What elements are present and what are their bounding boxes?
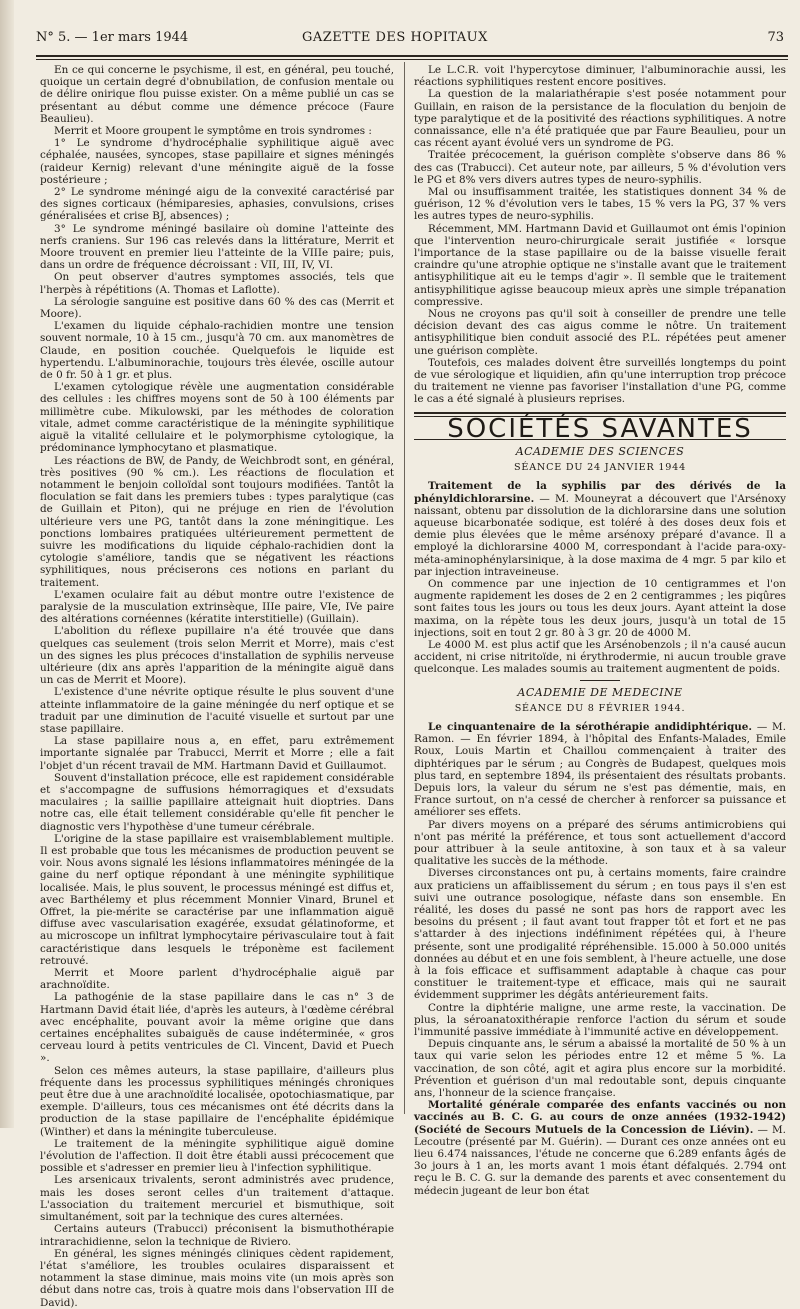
entry-title: Le cinquantenaire de la sérothérapie andidiphtérique.	[428, 720, 753, 733]
paragraph: L'origine de la stase papillaire est vraisemblablement multiple. Il est probable que tous les mécanismes de production peuvent se voir. Nous avons signalé les lésions inflammatoires méningée de la gaine du nerf optique répondant à une méningite syphilitique localisée. Mais, le plus souvent, le processus méningé est diffus et, avec Barthélemy et plus récemment Monnier Vinard, Brunel et Offret, la pie-mérite se caractérise par une inflammation aiguë diffuse avec vascularisation exagérée, exsudat gélatinoforme, et au microscope un infiltrat lymphocytaire périvasculaire tout à fait caractéristique dans lesquels le tréponème est facilement retrouvé.	[40, 832, 394, 967]
paragraph: 3° Le syndrome méningé basilaire où domine l'atteinte des nerfs craniens. Sur 196 cas relevés dans la littérature, Merrit et Moore trouvent en premier lieu l'atteinte de la VIIIe paire; puis, dans un ordre de fréquence décroissant : VII, III, IV, VI.	[40, 222, 394, 272]
paragraph: Les arsenicaux trivalents, seront administrés avec prudence, mais les doses seront celles d'un traitement d'attaque. L'association du traitement mercuriel et bismuthique, soit simultanément, soit par la technique des cures alternées.	[40, 1174, 394, 1224]
paragraph: La pathogénie de la stase papillaire dans le cas n° 3 de Hartmann David était liée, d'après les auteurs, à l'œdème cérébral avec encéphalite, pouvant avoir la même origine que dans certaines encéphalites subaiguës de cause indéterminée, « gros cerveau lourd à petits ventricules de Cl. Vincent, David et Puech ».	[40, 991, 394, 1065]
paragraph	[414, 480, 786, 578]
paragraph: L'examen du liquide céphalo-rachidien montre une tension souvent normale, 10 à 15 cm., jusqu'à 70 cm. aux manomètres de Claude, en position couchée. Quelquefois le liquide est hypertendu. L'albuminorachie, toujours très élevée, oscille autour de 0 fr. 50 à 1 gr. et plus.	[40, 320, 394, 382]
paragraph: Le L.C.R. voit l'hypercytose diminuer, l'albuminorachie aussi, les réactions syphilitiques restent encore positives.	[414, 64, 786, 89]
paragraph: 2° Le syndrome méningé aigu de la convexité caractérisé par des signes corticaux (hémiparesies, aphasies, convulsions, crises généralisées et crise BJ, absences) ;	[40, 186, 394, 223]
right-column	[414, 64, 786, 1197]
paragraph: Le 4000 M. est plus actif que les Arsénobenzols ; il n'a causé aucun accident, ni crise nitritoïde, ni érythrodermie, ni aucun trouble grave quelconque. Les malades soumis au traitement augmentent de poids.	[414, 638, 786, 676]
paragraph: Nous ne croyons pas qu'il soit à conseiller de prendre une telle décision devant des cas aigus comme le nôtre. Un traitement antisyphilitique bien conduit associé des P.L. répétées peut amener une guérison complète.	[414, 308, 786, 357]
paragraph: La stase papillaire nous a, en effet, paru extrêmement importante signalée par Trabucci, Merrit et Morre ; elle a fait l'objet d'un récent travail de MM. Hartmann David et Guillaumot.	[40, 735, 394, 772]
paragraph: Souvent d'installation précoce, elle est rapidement considérable et s'accompagne de suffusions hémorragiques et d'exsudats maculaires ; la saillie papillaire atteignait huit dioptries. Dans notre cas, elle était tellement considérable qu'elle fit pencher le diagnostic vers l'hypothèse d'une tumeur cérébrale.	[40, 771, 394, 833]
paragraph: En général, les signes méningés cliniques cèdent rapidement, l'état s'améliore, les troubles oculaires disparaissent et notamment la stase diminue, mais moins vite (un mois après son début dans notre cas, trois à quatre mois dans l'observation III de David).	[40, 1247, 394, 1309]
header-rule-thin	[36, 59, 788, 60]
session-date: SÉANCE DU 24 JANVIER 1944	[514, 462, 686, 474]
paragraph: L'examen oculaire fait au début montre outre l'existence de paralysie de la musculation extrinsèque, IIIe paire, VIe, IVe paire des altérations cornéennes (kératite interstitielle) (Guillain).	[40, 588, 394, 626]
paragraph: Merrit et Moore parlent d'hydrocéphalie aiguë par arachnoïdite.	[40, 967, 394, 992]
paragraph: En ce qui concerne le psychisme, il est, en général, peu touché, quoique un certain degré d'obnubilation, de confusion mentale ou de délire onirique flou puisse exister. On a même publié un cas se présentant au début comme une démence précoce (Faure Beaulieu).	[40, 64, 394, 125]
entry-title: Mortalité générale comparée des enfants vaccinés ou non vaccinés au B. C. G. au cours de onze années (1932-1942) (Société de Secours Mutuels de la Concession de Liévin).	[414, 1099, 786, 1136]
session-date: SÉANCE DU 8 FÉVRIER 1944.	[514, 702, 686, 714]
page-header	[30, 28, 788, 52]
entry-text: — M. Lecoutre (présenté par M. Guérin). — Durant ces onze années ont eu lieu 6.474 naissances, l'étude ne concerne que 6.289 enfants âgés de 3o jours à 1 an, les morts avant 1 mois étant défalqués. 2.794 ont reçu le B. C. G. sur la demande des parents et avec consentement du médecin jugeant de leur bon état	[414, 1123, 786, 1197]
header-rule	[36, 55, 788, 57]
paragraph: Mal ou insuffisamment traitée, les statistiques donnent 34 % de guérison, 12 % d'évolution vers le tabes, 15 % vers la PG, 37 % vers les autres types de neuro-syphilis.	[414, 186, 786, 223]
column-divider	[404, 62, 405, 1114]
paragraph: Contre la diphtérie maligne, une arme reste, la vaccination. De plus, la séroanatoxithérapie renforce l'action du sérum et soude l'immunité passive immédiate à l'immunité active en développement.	[414, 1001, 786, 1039]
paragraph: 1° Le syndrome d'hydrocéphalie syphilitique aiguë avec céphalée, nausées, syncopes, stase papillaire et signes méningés (raideur Kernig) relevant d'une méningite aiguë de la fosse postérieure ;	[40, 137, 394, 186]
page-number: 73	[767, 30, 784, 45]
entry-text: — M. Mouneyrat a découvert que l'Arsénoxy naissant, obtenu par dissolution de la dichlorarsine dans une solution aqueuse bicarbonatée sodique, est toléré à des doses deux fois et demie plus élevées que le même arsénoxy préparé d'avance. Il a employé la dichlorarsine 4000 M, correspondant à l'acide para-oxy-méta-aminophénylarsinique, à la dose maxima de 4 mgr. 5 par kilo et par injection intraveineuse.	[414, 492, 786, 578]
journal-title: GAZETTE DES HOPITAUX	[302, 30, 488, 45]
paragraph: Traitée précocement, la guérison complète s'observe dans 86 % des cas (Trabucci). Cet auteur note, par ailleurs, 5 % d'évolution vers le PG et 8% vers divers autres types de neuro-syphilis.	[414, 149, 786, 186]
paragraph: Le traitement de la méningite syphilitique aiguë domine l'évolution de l'affection. Il doit être établi aussi précocement que possible et s'adresser en premier lieu à l'infection syphilitique.	[40, 1137, 394, 1175]
separator	[580, 680, 620, 681]
paragraph	[414, 1099, 786, 1197]
paragraph: L'existence d'une névrite optique résulte le plus souvent d'une atteinte inflammatoire de la gaine méningée du nerf optique et se traduit par une diminution de l'acuité visuelle et surtout par une stase papillaire.	[40, 686, 394, 735]
paragraph: Les réactions de BW, de Pandy, de Weichbrodt sont, en général, très positives (90 % cm.). Les réactions de floculation et notamment le benjoin colloïdal sont toujours modifiées. Tantôt la floculation se fait dans les premiers tubes : types paralytique (cas de Guillain et Piton), qui ne préjuge en rien de l'évolution ultérieure vers une PG, tantôt dans la zone méningitique. Les ponctions lombaires pratiquées ultérieurement permettent de suivre les modifications du liquide céphalo-rachidien dont la cytologie s'améliore, tandis que se négativent les réactions syphilitiques, nous préciserons ces notions en parlant du traitement.	[40, 454, 394, 589]
entry-title: Traitement de la syphilis par des dérivés de la phényldichlorarsine.	[414, 480, 786, 505]
paragraph: Toutefois, ces malades doivent être surveillés longtemps du point de vue sérologique et liquidien, afin qu'une interruption trop précoce du traitement ne vienne pas favoriser l'installation d'une PG, comme le cas a été signalé à plusieurs reprises.	[414, 356, 786, 406]
paragraph	[414, 721, 786, 819]
left-column	[40, 64, 394, 1309]
paragraph: Merrit et Moore groupent le symptôme en trois syndromes :	[54, 125, 372, 138]
paragraph: On peut observer d'autres symptomes associés, tels que l'herpès à répétitions (A. Thomas et Laflotte).	[40, 271, 394, 296]
paragraph: L'examen cytologique révèle une augmentation considérable des cellules : les chiffres moyens sont de 50 à 100 éléments par millimètre cube. Mikulowski, par les méthodes de coloration vitale, admet comme caractéristique de la méningite syphilitique aiguë la vitalité cellulaire et le polymorphisme cytologique, la prédominance lymphocytano et plasmatique.	[40, 381, 394, 455]
entry-text: — M. Ramon. — En février 1894, à l'hôpital des Enfants-Malades, Emile Roux, Louis Martin et Chaillou commençaient à traiter des diphtériques par le sérum ; au Congrès de Budapest, quelques mois plus tard, en septembre 1894, ils présentaient des résultats probants. Depuis lors, la valeur du sérum ne s'est pas démentie, mais, en France surtout, on n'a cessé de chercher à renforcer sa puissance et améliorer ses effets.	[414, 720, 786, 819]
academy-medecine-title: ACADEMIE DE MEDECINE	[517, 685, 683, 699]
paragraph: La sérologie sanguine est positive dans 60 % des cas (Merrit et Moore).	[40, 295, 394, 321]
paragraph: L'abolition du réflexe pupillaire n'a été trouvée que dans quelques cas seulement (trois selon Merrit et Morre), mais c'est un des signes les plus précoces d'installation de syphilis nerveuse ultérieure (dix ans après l'apparition de la méningite aiguë dans un cas de Merrit et Moore).	[40, 625, 394, 687]
paragraph: On commence par une injection de 10 centigrammes et l'on augmente rapidement les doses de 2 en 2 centigrammes ; les piqûres sont faites tous les jours ou tous les deux jours. Ayant atteint la dose maxima, on la répète tous les deux jours, jusqu'à un total de 15 injections, soit en tout 2 gr. 80 à 3 gr. 20 de 4000 M.	[414, 577, 786, 639]
page-edge	[0, 0, 14, 1128]
academy-sciences-title: ACADEMIE DES SCIENCES	[515, 444, 685, 458]
paragraph: La question de la malariathérapie s'est posée notamment pour Guillain, en raison de la persistance de la floculation du benjoin de type paralytique et de la positivité des réactions syphilitiques. A notre connaissance, elle n'a été pratiquée que par Faure Beaulieu, pour un cas récent ayant évolué vers un syndrome de PG.	[414, 88, 786, 150]
issue-info: N° 5. — 1er mars 1944	[36, 30, 189, 45]
paragraph: Selon ces mêmes auteurs, la stase papillaire, d'ailleurs plus fréquente dans les processus syphilitiques méningés chroniques peut être due à une arachnoïdité localisée, opotochiasmatique, par exemple. D'ailleurs, tous ces mécanismes ont été décrits dans la production de la stase papillaire de l'encéphalite épidémique (Winther) et dans la méningite tuberculeuse.	[40, 1064, 394, 1138]
paragraph: Par divers moyens on a préparé des sérums antimicrobiens qui n'ont pas mérité la préférence, et tous sont actuellement d'accord pour attribuer à la seule antitoxine, à son taux et à sa valeur qualitative les succès de la méthode.	[414, 818, 786, 868]
paragraph: Depuis cinquante ans, le sérum a abaissé la mortalité de 50 % à un taux qui varie selon les périodes entre 12 et même 5 %. La vaccination, de son côté, agit et agira plus encore sur la morbidité. Prévention et guérison d'un mal redoutable sont, depuis cinquante ans, l'honneur de la science française.	[414, 1038, 786, 1100]
paragraph: Certains auteurs (Trabucci) préconisent la bismuthothérapie intrarachidienne, selon la technique de Riviero.	[40, 1223, 394, 1248]
paragraph: Diverses circonstances ont pu, à certains moments, faire craindre aux praticiens un affaiblissement du sérum ; en tous pays il s'en est suivi une outrance posologique, néfaste dans son ensemble. En réalité, les doses du passé ne sont pas hors de rapport avec les besoins du présent ; il faut avant tout frapper tôt et fort et ne pas s'attarder à des injections indéfiniment répétées qui, à l'heure présente, sont une prodigalité répréhensible. 15.000 à 50.000 unités données au début et en une fois semblent, à l'heure actuelle, une dose à la fois efficace et suffisamment adaptable à chaque cas pour constituer le traitement-type et efficace, mais qui ne saurait évidemment supprimer les dégâts antérieurement faits.	[414, 867, 786, 1002]
paragraph: Récemment, MM. Hartmann David et Guillaumot ont émis l'opinion que l'intervention neuro-chirurgicale serait justifiée « lorsque l'importance de la stase papillaire ou de la baisse visuelle ferait craindre qu'une atrophie optique ne s'installe avant que le traitement antisyphilitique ait eu le temps d'agir ». Il semble que le traitement antisyphilitique agisse beaucoup mieux après une simple trépanation compressive.	[414, 222, 786, 308]
section-heading: SOCIÉTÉS SAVANTES	[447, 413, 753, 444]
